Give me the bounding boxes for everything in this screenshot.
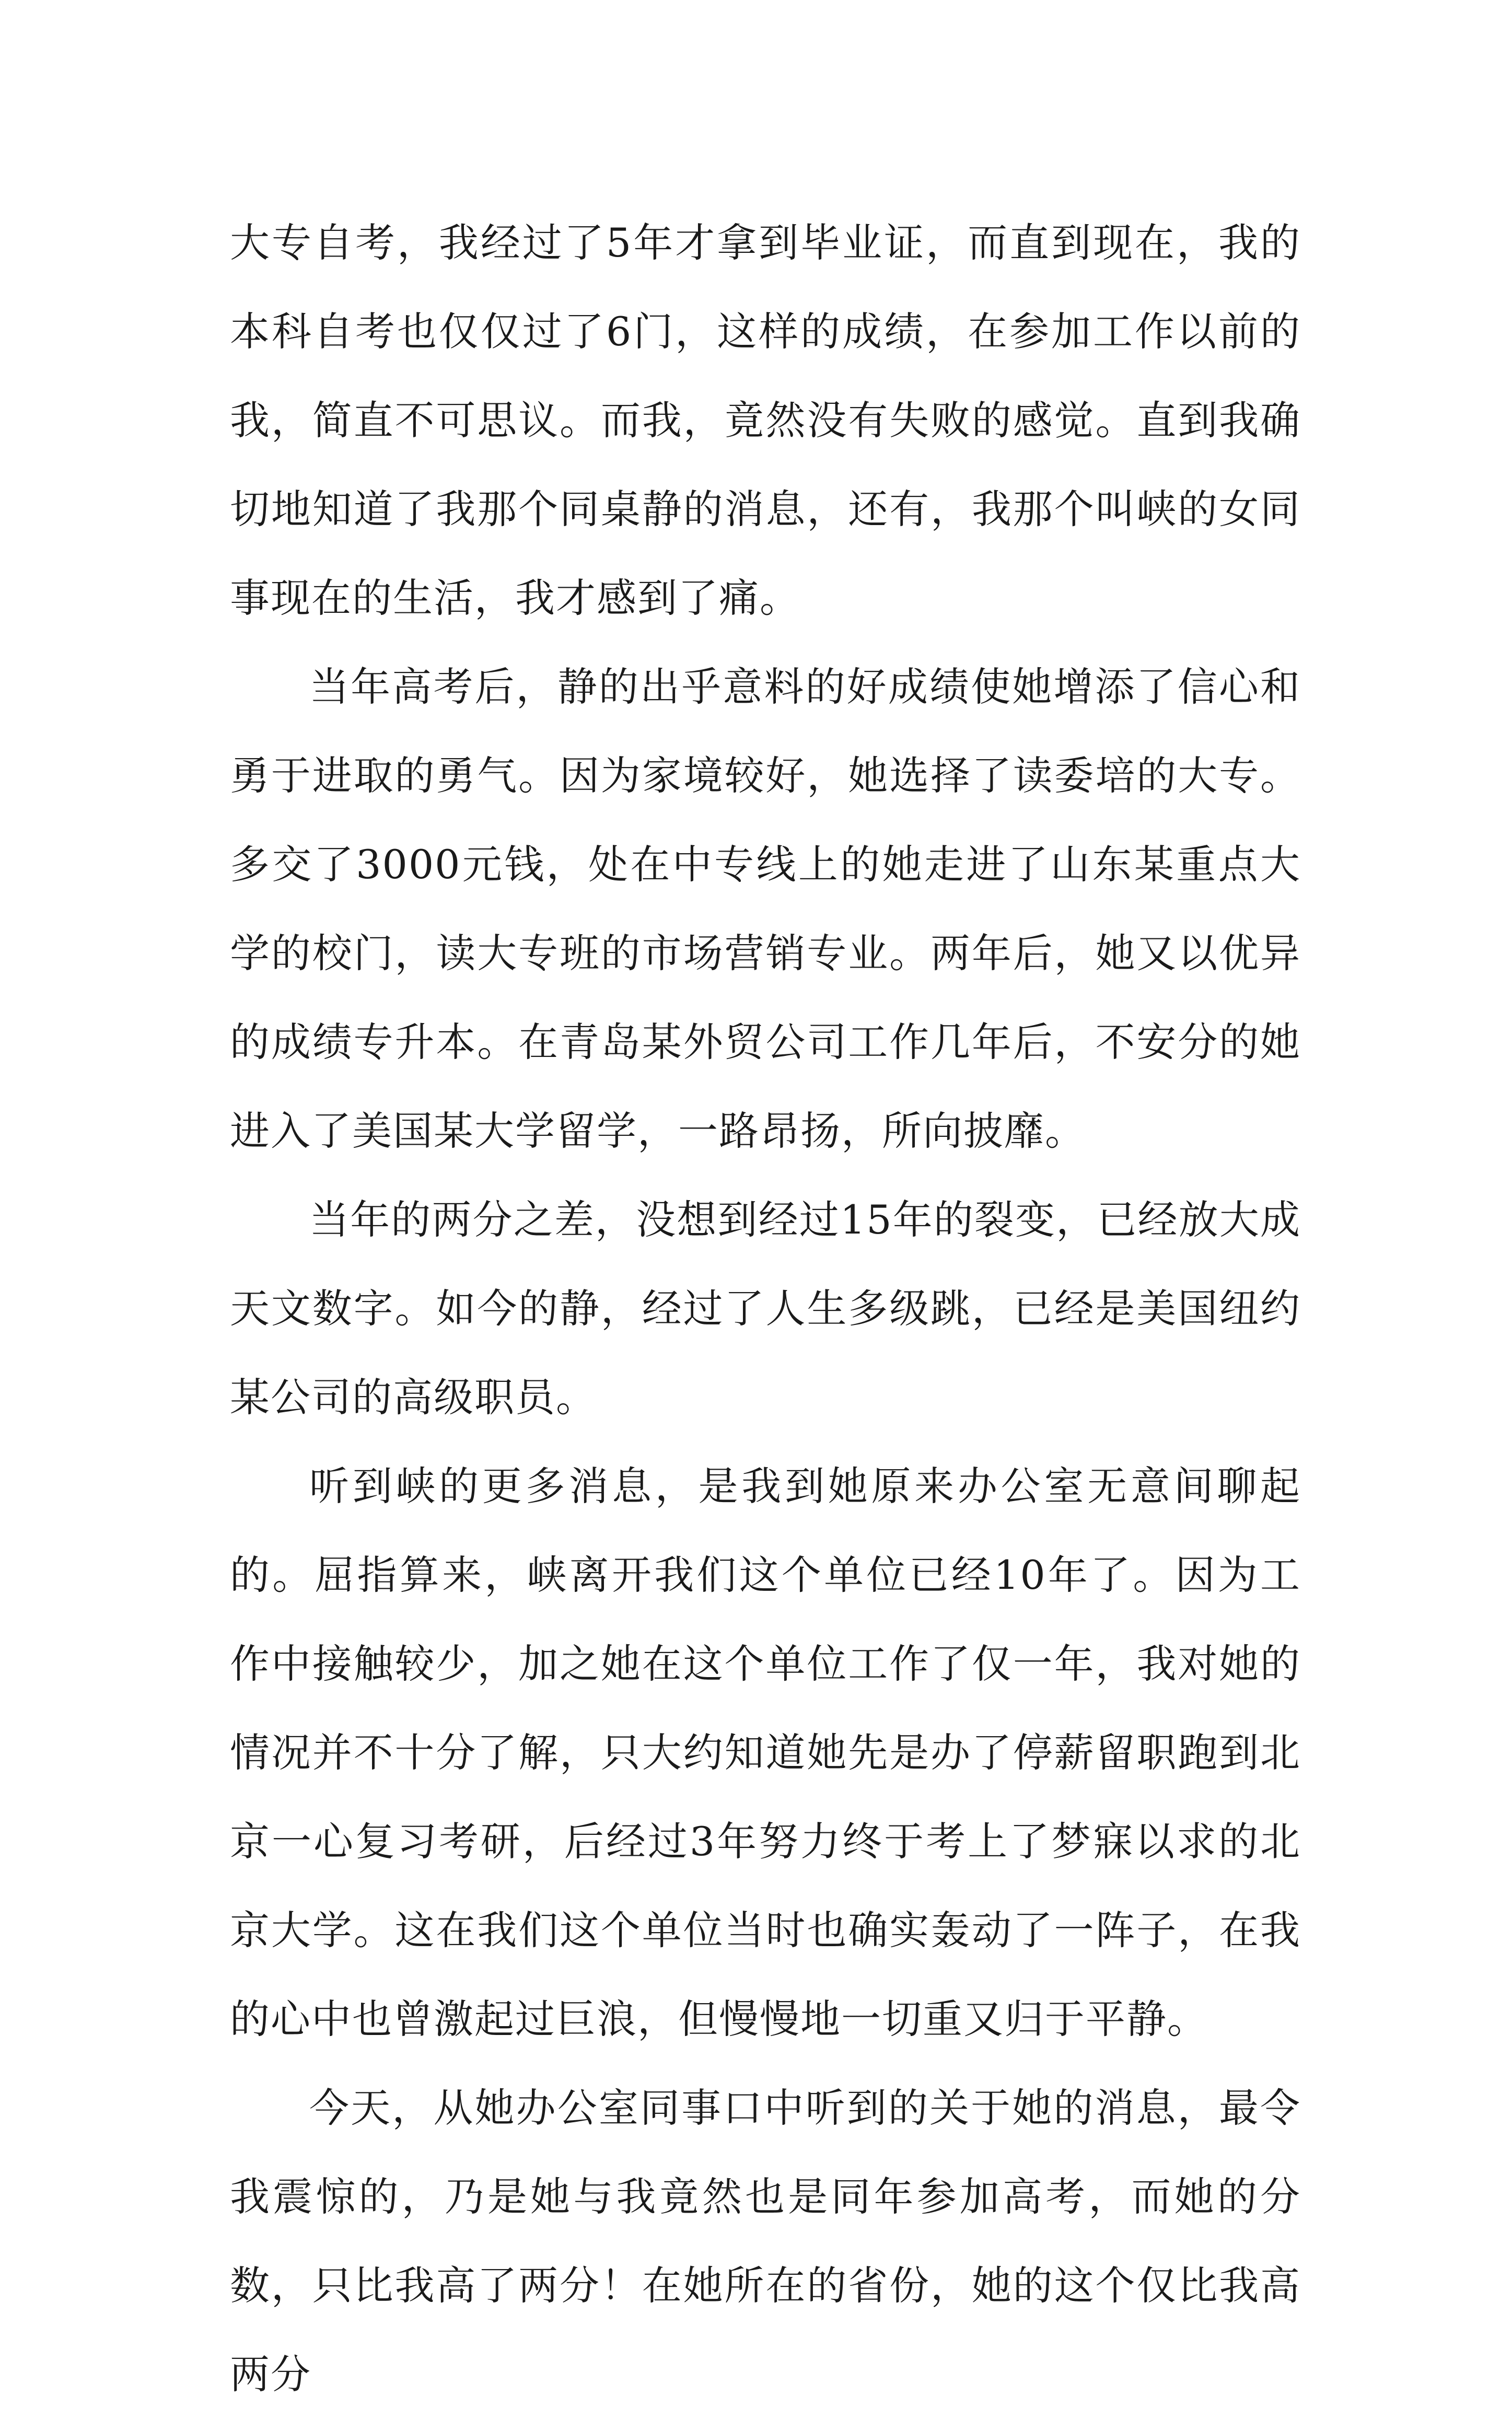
paragraph-2: 当年高考后，静的出乎意料的好成绩使她增添了信心和勇于进取的勇气。因为家境较好，她选择了读委培的大专。多交了3000元钱，处在中专线上的她走进了山东某重点大学的校门，读大专班的市场营销专业。两年后，她又以优异的成绩专升本。在青岛某外贸公司工作几年后，不安分的她进入了美国某大学留学，一路昂扬，所向披靡。 [230, 664, 1301, 1154]
paragraph-1: 大专自考，我经过了5年才拿到毕业证，而直到现在，我的本科自考也仅仅过了6门，这样的成绩，在参加工作以前的我，简直不可思议。而我，竟然没有失败的感觉。直到我确切地知道了我那个同桌静的消息，还有，我那个叫峡的女同事现在的生活，我才感到了痛。 [230, 219, 1301, 621]
paragraph-5: 今天，从她办公室同事口中听到的关于她的消息，最令我震惊的，乃是她与我竟然也是同年参加高考，而她的分数，只比我高了两分！在她所在的省份，她的这个仅比我高两分 [230, 2085, 1301, 2398]
paragraph-3: 当年的两分之差，没想到经过15年的裂变，已经放大成天文数字。如今的静，经过了人生多级跳，已经是美国纽约某公司的高级职员。 [230, 1196, 1301, 1421]
paragraph-4: 听到峡的更多消息，是我到她原来办公室无意间聊起的。屈指算来，峡离开我们这个单位已经10年了。因为工作中接触较少，加之她在这个单位工作了仅一年，我对她的情况并不十分了解，只大约知道她先是办了停薪留职跑到北京一心复习考研，后经过3年努力终于考上了梦寐以求的北京大学。这在我们这个单位当时也确实轰动了一阵子，在我的心中也曾激起过巨浪，但慢慢地一切重又归于平静。 [230, 1463, 1301, 2042]
body-text [230, 199, 1301, 2419]
